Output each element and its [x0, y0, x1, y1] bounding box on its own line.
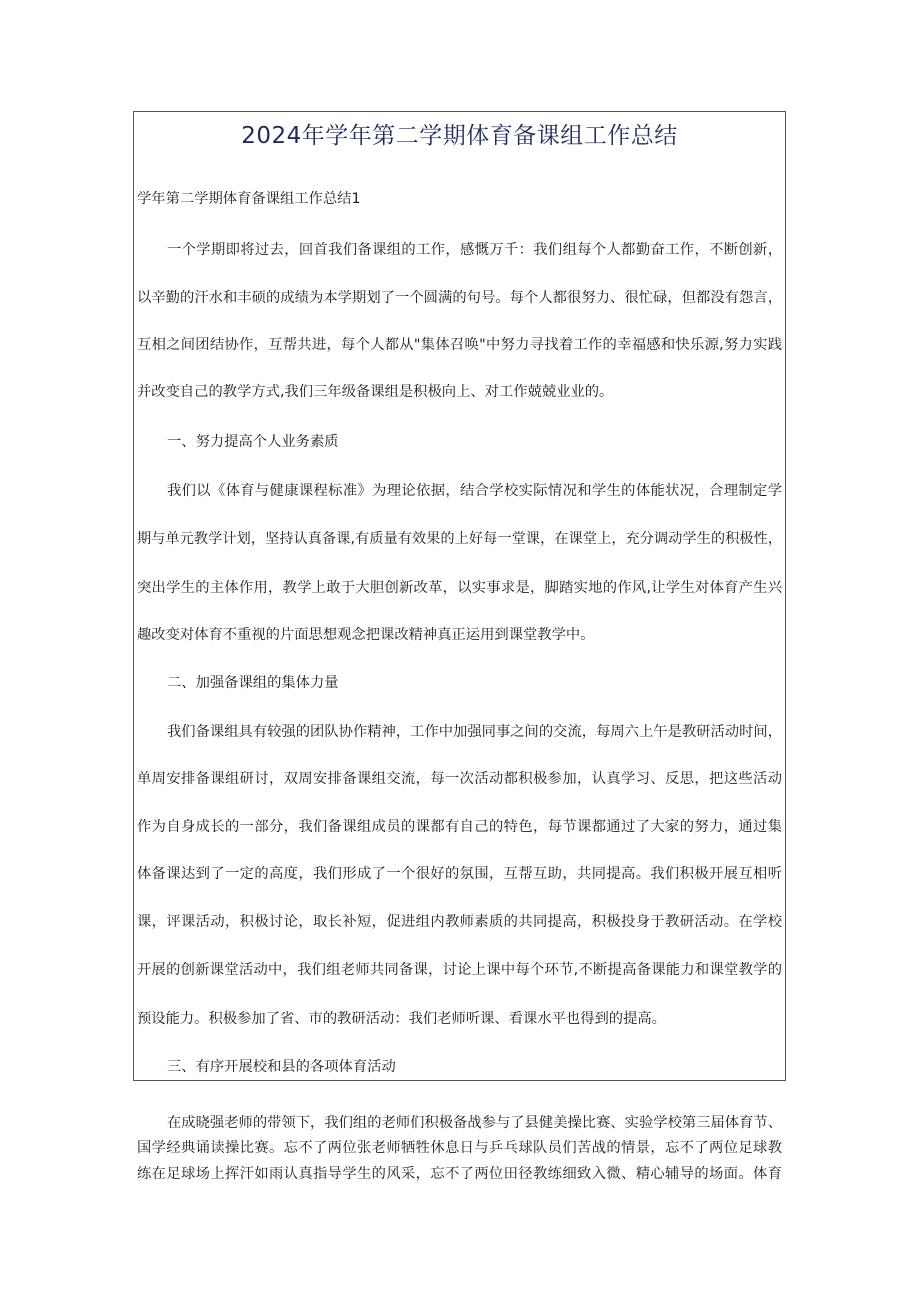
paragraph-line: 课，评课活动，积极讨论，取长补短，促进组内教师素质的共同提高，积极投身于教研活动。在学校 — [137, 914, 782, 930]
section-heading: 一、努力提高个人业务素质 — [167, 434, 339, 450]
paragraph-line: 互相之间团结协作，互帮共进，每个人都从"集体召唤"中努力寻找着工作的幸福感和快乐源,努力实践 — [137, 337, 782, 353]
paragraph-line: 以辛勤的汗水和丰硕的成绩为本学期划了一个圆满的句号。每个人都很努力、很忙碌，但都没有怨言， — [137, 290, 782, 306]
paragraph-line: 突出学生的主体作用，教学上敢于大胆创新改革，以实事求是，脚踏实地的作风,让学生对体育产生兴 — [137, 580, 782, 596]
section-heading: 三、有序开展校和县的各项体育活动 — [167, 1059, 396, 1075]
document-subtitle: 学年第二学期体育备课组工作总结1 — [137, 191, 361, 207]
paragraph-line: 一个学期即将过去，回首我们备课组的工作，感慨万千：我们组每个人都勤奋工作，不断创新， — [167, 242, 782, 258]
document-title: 2024年学年第二学期体育备课组工作总结 — [241, 123, 678, 149]
paragraph-line: 开展的创新课堂活动中，我们组老师共同备课，讨论上课中每个环节,不断提高备课能力和课堂教学的 — [137, 962, 782, 978]
paragraph-line: 我们备课组具有较强的团队协作精神，工作中加强同事之间的交流，每周六上午是教研活动时间， — [167, 724, 782, 740]
paragraph-line: 趣改变对体育不重视的片面思想观念把课改精神真正运用到课堂教学中。 — [137, 627, 595, 643]
paragraph-line: 在成晓强老师的带领下，我们组的老师们积极备战参与了县健美操比赛、实验学校第三届体育节、 — [167, 1115, 782, 1131]
paragraph-line: 练在足球场上挥汗如雨认真指导学生的风采，忘不了两位田径教练细致入微、精心辅导的场面。体育 — [137, 1166, 782, 1182]
paragraph-line: 并改变自己的教学方式,我们三年级备课组是积极向上、对工作兢兢业业的。 — [137, 384, 614, 400]
paragraph-line: 我们以《体育与健康课程标准》为理论依据，结合学校实际情况和学生的体能状况，合理制定学 — [167, 483, 782, 499]
paragraph-line: 预设能力。积极参加了省、市的教研活动：我们老师听课、看课水平也得到的提高。 — [137, 1011, 666, 1027]
paragraph-line: 单周安排备课组研讨，双周安排备课组交流，每一次活动都积极参加，认真学习、反思，把这些活动 — [137, 771, 782, 787]
paragraph-line: 体备课达到了一定的高度，我们形成了一个很好的氛围，互帮互助，共同提高。我们积极开展互相听 — [137, 866, 782, 882]
paragraph-line: 期与单元教学计划，坚持认真备课,有质量有效果的上好每一堂课，在课堂上，充分调动学生的积极性， — [137, 531, 782, 547]
paragraph-line: 作为自身成长的一部分，我们备课组成员的课都有自己的特色，每节课都通过了大家的努力，通过集 — [137, 819, 782, 835]
paragraph-line: 国学经典诵读操比赛。忘不了两位张老师牺牲休息日与乒乓球队员们苦战的情景，忘不了两位足球教 — [137, 1140, 782, 1156]
section-heading: 二、加强备课组的集体力量 — [167, 675, 339, 691]
